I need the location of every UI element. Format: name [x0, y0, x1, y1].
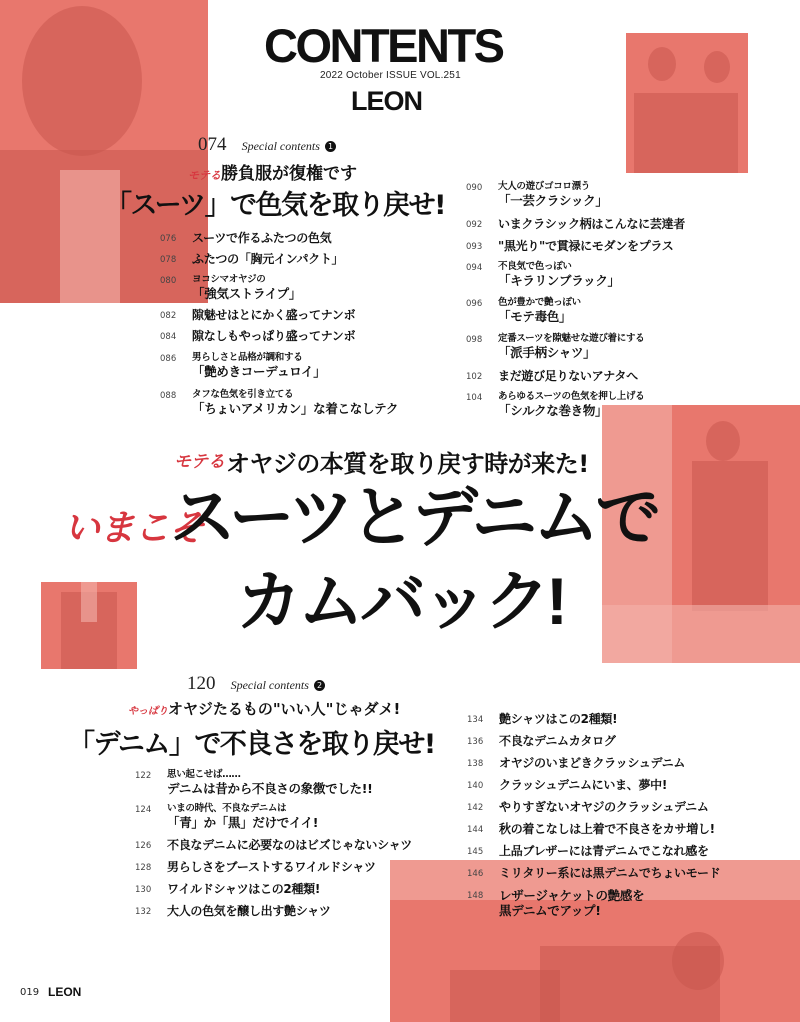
page-number: 132	[135, 907, 152, 917]
toc-item-145[interactable]	[467, 844, 709, 859]
item-title: 「モテ毒色」	[498, 309, 572, 324]
section1-number: 074	[198, 134, 227, 155]
toc-item-126[interactable]	[135, 838, 412, 853]
section1-label	[198, 134, 336, 156]
page-number: 093	[466, 242, 483, 252]
feature-headline-line1: スーツとデニムで	[170, 480, 658, 554]
item-title: ワイルドシャツはこの2種類!	[167, 882, 321, 896]
toc-item-148[interactable]	[467, 888, 644, 918]
toc-item-078[interactable]	[160, 252, 343, 267]
item-title: オヤジのいまどきクラッシュデニム	[499, 756, 686, 770]
item-title: 大人の色気を醸し出す艶シャツ	[167, 904, 331, 918]
item-title: 「派手柄シャツ」	[498, 345, 596, 360]
item-subtitle: 不良気で色っぽい	[498, 261, 572, 272]
section2-headline: 「デニム」で不良さを取り戻せ!	[68, 729, 435, 760]
item-title: 秋の着こなしは上着で不良さをカサ増し!	[499, 822, 715, 836]
toc-item-082[interactable]	[160, 308, 355, 323]
toc-item-094[interactable]	[466, 260, 620, 288]
leon-logo: LEON	[351, 86, 423, 116]
page-number: 096	[466, 299, 483, 309]
item-subtitle: 男らしさと品格が調和する	[192, 352, 303, 363]
toc-item-084[interactable]	[160, 329, 355, 344]
page-number: 148	[467, 891, 484, 901]
page-number: 136	[467, 737, 484, 747]
section2-red-prefix: やっぱり	[128, 706, 168, 717]
item-subtitle: 思い起こせば……	[167, 769, 241, 780]
photo-jacket-detail	[41, 582, 137, 669]
toc-item-134[interactable]	[467, 712, 617, 727]
page-number: 128	[135, 863, 152, 873]
section2-lead-line	[128, 698, 400, 719]
toc-item-092[interactable]	[466, 217, 685, 232]
section2-badge: 2	[314, 680, 325, 691]
item-title: 隙なしもやっぱり盛ってナンボ	[192, 329, 356, 343]
toc-item-144[interactable]	[467, 822, 715, 837]
item-title: 「シルクな巻き物」	[498, 403, 608, 418]
item-title: 隙魅せはとにかく盛ってナンボ	[192, 308, 356, 322]
toc-item-096[interactable]	[466, 296, 581, 324]
feature-lead: オヤジの本質を取り戻す時が来た!	[226, 450, 589, 478]
toc-item-090[interactable]	[466, 180, 608, 208]
item-title: 不良なデニムカタログ	[499, 734, 616, 748]
page-number: 098	[466, 335, 483, 345]
toc-item-142[interactable]	[467, 800, 709, 815]
toc-item-080[interactable]	[160, 273, 301, 301]
toc-item-136[interactable]	[467, 734, 616, 749]
page-number: 092	[466, 220, 483, 230]
section2-lead: オヤジたるもの"いい人"じゃダメ!	[168, 700, 401, 718]
toc-item-146[interactable]	[467, 866, 720, 881]
page-number: 146	[467, 869, 484, 879]
page-number: 094	[466, 263, 483, 273]
section1-lead: 勝負服が復権です	[221, 164, 357, 184]
section1-lead-line	[188, 159, 357, 184]
toc-item-132[interactable]	[135, 904, 331, 919]
section2-number: 120	[187, 673, 216, 694]
page-number: 104	[466, 393, 483, 403]
page-number: 084	[160, 332, 177, 342]
page-number: 088	[160, 391, 177, 401]
item-title: 「一芸クラシック」	[498, 193, 608, 208]
photo-couple-top-right	[626, 33, 748, 173]
page-number: 142	[467, 803, 484, 813]
toc-item-140[interactable]	[467, 778, 667, 793]
item-subtitle: タフな色気を引き立てる	[192, 389, 294, 400]
item-title: 不良なデニムに必要なのはビズじゃないシャツ	[167, 838, 412, 852]
item-subtitle: 色が豊かで艶っぽい	[498, 297, 581, 308]
page-number: 086	[160, 354, 177, 364]
toc-item-088[interactable]	[160, 388, 398, 416]
feature-now-red: いまこそ	[64, 508, 205, 549]
item-title: まだ遊び足りないアナタへ	[498, 369, 638, 383]
item-title: スーツで作るふたつの色気	[192, 231, 332, 245]
section1-badge: 1	[325, 141, 336, 152]
item-title: 「艶めきコーデュロイ」	[192, 364, 326, 379]
footer-page-number: 019	[20, 987, 40, 998]
section2-special-contents: Special contents	[230, 678, 309, 692]
section1-headline: 「スーツ」で色気を取り戻せ!	[105, 190, 445, 221]
item-title: 男らしさをブーストするワイルドシャツ	[167, 860, 376, 874]
item-title: やりすぎないオヤジのクラッシュデニム	[499, 800, 709, 814]
page-number: 102	[466, 372, 483, 382]
page-number: 122	[135, 771, 152, 781]
toc-item-124[interactable]	[135, 802, 318, 830]
item-title: 「青」か「黒」だけでイイ!	[167, 815, 319, 830]
item-subtitle: いまの時代、不良なデニムは	[167, 803, 287, 814]
item-title: 上品ブレザーには青デニムでこなれ感を	[499, 844, 709, 858]
toc-item-086[interactable]	[160, 351, 325, 379]
toc-item-076[interactable]	[160, 231, 331, 246]
item-title-line2: 黒デニムでアップ!	[499, 903, 601, 918]
toc-item-102[interactable]	[466, 369, 638, 384]
page-number: 138	[467, 759, 484, 769]
toc-item-128[interactable]	[135, 860, 376, 875]
item-subtitle: あらゆるスーツの色気を押し上げる	[498, 391, 645, 402]
page-number: 124	[135, 805, 152, 815]
item-subtitle: 定番スーツを隙魅せな遊び着にする	[498, 333, 645, 344]
page-number: 080	[160, 276, 177, 286]
page-number: 144	[467, 825, 484, 835]
section1-red-prefix: モテる	[188, 169, 221, 182]
page-number: 076	[160, 234, 177, 244]
item-title: "黒光り"で貫禄にモダンをプラス	[498, 239, 674, 253]
toc-item-098[interactable]	[466, 332, 644, 360]
item-title: 「強気ストライプ」	[192, 286, 302, 301]
item-title: 「キラリンブラック」	[498, 273, 620, 288]
item-title: ミリタリー系には黒デニムでちょいモード	[499, 866, 721, 880]
item-title: ふたつの「胸元インパクト」	[192, 252, 344, 266]
toc-item-122[interactable]	[135, 768, 373, 796]
page-number: 130	[135, 885, 152, 895]
photo-man-bottom-right	[390, 860, 800, 1022]
feature-red-prefix: モテる	[174, 452, 225, 472]
section1-special-contents: Special contents	[241, 139, 320, 153]
footer-logo: LEON	[48, 985, 82, 999]
feature-headline-line2: カムバック!	[236, 564, 564, 638]
page-number: 090	[466, 183, 483, 193]
issue-info: 2022 October ISSUE VOL.251	[320, 70, 461, 81]
toc-item-104[interactable]	[466, 390, 644, 418]
page-number: 082	[160, 311, 177, 321]
page-number: 078	[160, 255, 177, 265]
toc-item-093[interactable]	[466, 239, 673, 254]
item-subtitle: ヨコシマオヤジの	[192, 274, 266, 285]
page-number: 140	[467, 781, 484, 791]
page-number: 134	[467, 715, 484, 725]
item-title: いまクラシック柄はこんなに芸達者	[498, 217, 685, 231]
page-number: 145	[467, 847, 484, 857]
toc-item-130[interactable]	[135, 882, 320, 897]
item-title: デニムは昔から不良さの象徴でした!!	[167, 781, 373, 796]
item-title: 艶シャツはこの2種類!	[499, 712, 618, 726]
toc-item-138[interactable]	[467, 756, 685, 771]
item-subtitle: 大人の遊びゴコロ漂う	[498, 181, 591, 192]
item-title: 「ちょいアメリカン」な着こなしテク	[192, 401, 399, 416]
item-title: クラッシュデニムにいま、夢中!	[499, 778, 668, 792]
page-number: 126	[135, 841, 152, 851]
section2-label	[187, 673, 325, 695]
item-title: レザージャケットの艶感を	[499, 888, 645, 903]
contents-title: CONTENTS	[264, 19, 503, 72]
